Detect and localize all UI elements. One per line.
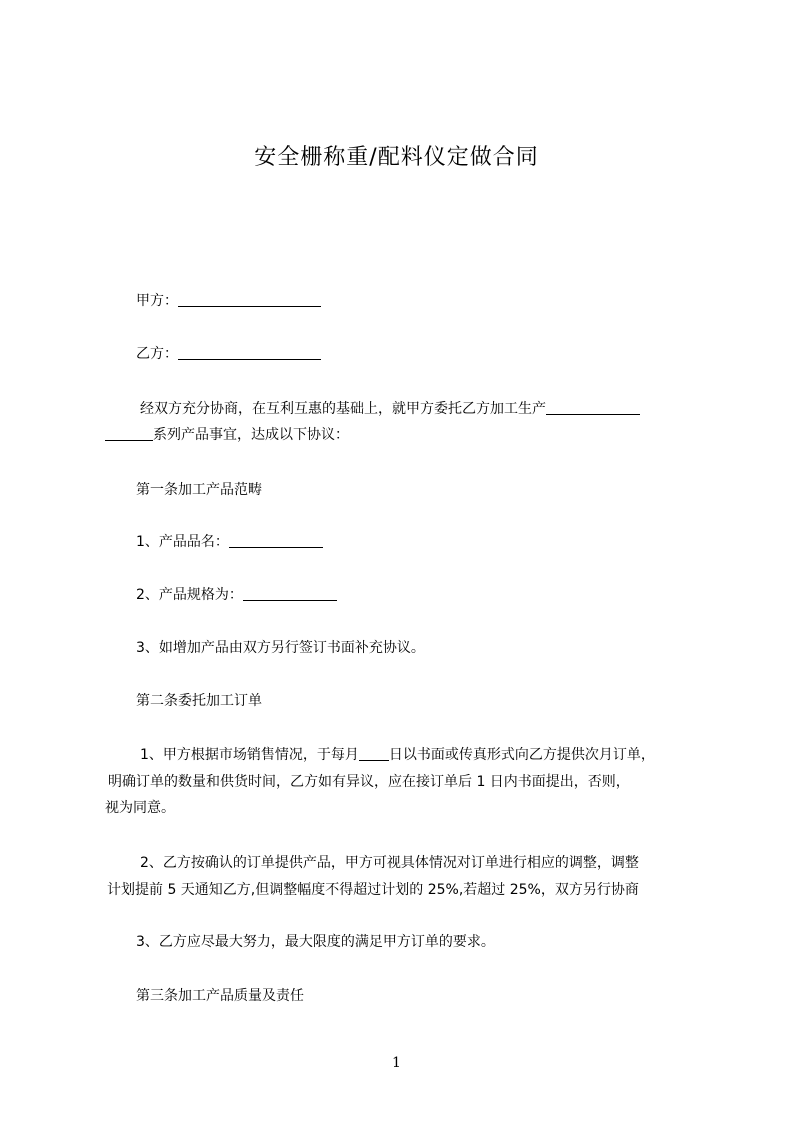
party-b-line	[136, 344, 321, 364]
intro-text-2: 系列产品事宜，达成以下协议：	[153, 427, 349, 443]
article-2-item-1-line-2: 明确订单的数量和供货时间，乙方如有异议，应在接订单后 1 日内书面提出，否则，	[108, 774, 630, 790]
intro-product-blank-continued	[105, 426, 153, 441]
product-spec-label: 2、产品规格为：	[136, 587, 243, 603]
article-2-item-1-line-3: 视为同意。	[105, 800, 175, 816]
article-2-heading: 第二条委托加工订单	[136, 693, 262, 709]
order-text-prefix: 1、甲方根据市场销售情况，于每月	[140, 747, 359, 763]
article-1-heading: 第一条加工产品范畴	[136, 482, 262, 498]
article-1-item-1	[136, 532, 323, 552]
intro-line-1	[140, 399, 640, 419]
article-2-item-2-line-2: 计划提前 5 天通知乙方,但调整幅度不得超过计划的 25%,若超过 25%，双方另行协商	[107, 882, 639, 898]
party-b-blank	[178, 345, 321, 360]
article-2-item-3: 3、乙方应尽最大努力，最大限度的满足甲方订单的要求。	[136, 934, 495, 950]
party-a-label: 甲方：	[136, 293, 178, 309]
product-name-label: 1、产品品名：	[136, 534, 229, 550]
product-name-blank	[229, 533, 323, 548]
product-spec-blank	[243, 586, 337, 601]
order-day-blank	[359, 746, 389, 761]
party-a-blank	[178, 292, 321, 307]
page-title: 安全栅称重/配料仪定做合同	[254, 145, 539, 170]
order-text-suffix: 日以书面或传真形式向乙方提供次月订单，	[388, 747, 655, 763]
article-2-item-1-line-1	[140, 745, 655, 765]
article-3-heading: 第三条加工产品质量及责任	[136, 988, 304, 1004]
article-2-item-2-line-1: 2、乙方按确认的订单提供产品，甲方可视具体情况对订单进行相应的调整，调整	[140, 855, 639, 871]
page-number: 1	[392, 1055, 401, 1071]
intro-text-1: 经双方充分协商，在互利互惠的基础上，就甲方委托乙方加工生产	[140, 401, 546, 417]
intro-line-2	[105, 425, 349, 445]
intro-product-blank	[546, 400, 640, 415]
article-1-item-2	[136, 585, 337, 605]
article-1-item-3: 3、如增加产品由双方另行签订书面补充协议。	[136, 640, 425, 656]
party-b-label: 乙方：	[136, 346, 178, 362]
party-a-line	[136, 291, 321, 311]
